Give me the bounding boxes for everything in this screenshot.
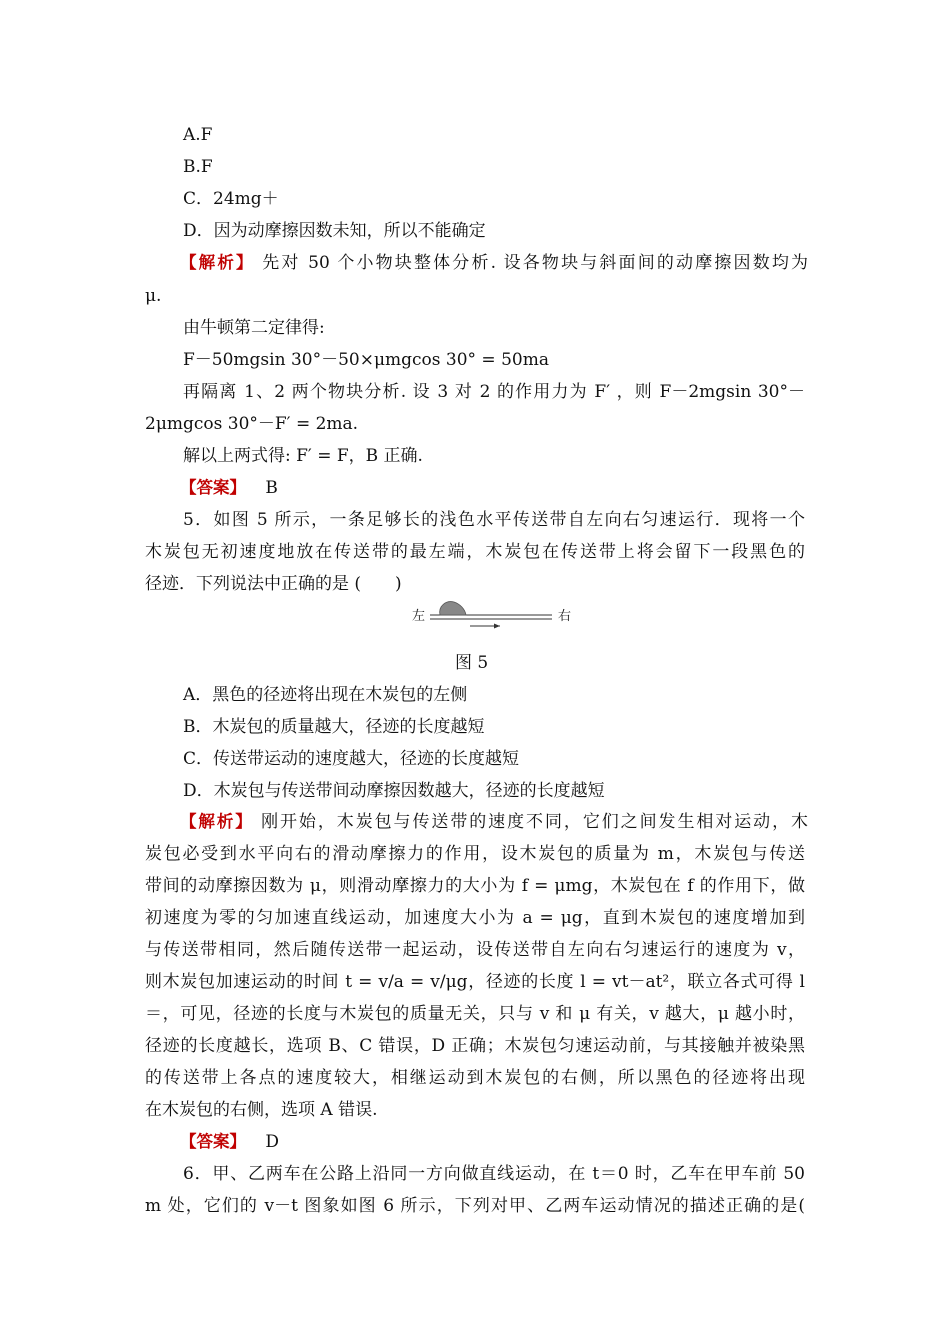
q5-analysis-line-6: 则木炭包加速运动的时间 t = v/a = v/μg，径迹的长度 l = vt－at²，联立各式可得 l — [145, 972, 805, 992]
q5-answer-value: D — [265, 1132, 280, 1152]
conveyor-figure — [410, 596, 580, 632]
figure-caption: 图 5 — [455, 653, 489, 673]
q5-analysis-line-8: 径迹的长度越长，选项 B、C 错误，D 正确；木炭包匀速运动前，与其接触并被染黑 — [145, 1036, 805, 1056]
q5-option-c: C．传送带运动的速度越大，径迹的长度越短 — [183, 749, 520, 769]
q5-option-a: A．黑色的径迹将出现在木炭包的左侧 — [183, 685, 468, 705]
q5-analysis-line-5: 与传送带相同，然后随传送带一起运动，设传送带自左向右匀速运行的速度为 v， — [145, 940, 805, 960]
q4-analysis-line-7: 解以上两式得: F′ = F，B 正确. — [183, 446, 423, 466]
q4-option-d: D．因为动摩擦因数未知，所以不能确定 — [183, 221, 486, 241]
q5-analysis-line-3: 带间的动摩擦因数为 μ，则滑动摩擦力的大小为 f = μmg，木炭包在 f 的作用下，做 — [145, 876, 805, 896]
q5-stem-line-2: 木炭包无初速度地放在传送带的最左端，木炭包在传送带上将会留下一段黑色的 — [145, 542, 805, 562]
q5-option-b: B．木炭包的质量越大，径迹的长度越短 — [183, 717, 485, 737]
charcoal-bag-icon — [440, 602, 466, 615]
q4-option-b: B.F — [183, 157, 213, 177]
q5-analysis-line-10: 在木炭包的右侧，选项 A 错误. — [145, 1100, 378, 1120]
q5-stem-line-1: 5．如图 5 所示，一条足够长的浅色水平传送带自左向右匀速运行．现将一个 — [183, 510, 805, 530]
q5-analysis-line-1 — [180, 810, 808, 834]
q5-answer-line — [180, 1130, 279, 1154]
q6-stem-line-2: m 处，它们的 v－t 图象如图 6 所示，下列对甲、乙两车运动情况的描述正确的是( — [145, 1196, 805, 1216]
q4-answer-tag: 【答案】 — [180, 478, 246, 497]
motion-arrow-head-icon — [494, 624, 500, 629]
conveyor-figure-svg — [410, 596, 580, 632]
q5-analysis-line-4: 初速度为零的匀加速直线运动，加速度大小为 a = μg，直到木炭包的速度增加到 — [145, 908, 805, 928]
q4-analysis-line-3: 由牛顿第二定律得: — [183, 318, 325, 338]
q6-stem-line-1: 6．甲、乙两车在公路上沿同一方向做直线运动，在 t＝0 时，乙车在甲车前 50 — [183, 1164, 805, 1184]
q5-analysis-line-7: ＝，可见，径迹的长度与木炭包的质量无关，只与 v 和 μ 有关，v 越大，μ 越小时， — [145, 1004, 805, 1024]
q4-analysis-line-2: μ. — [145, 286, 162, 306]
figure-right-label: 右 — [558, 609, 572, 624]
q4-answer-value: B — [265, 478, 278, 498]
q5-analysis-line-2: 炭包必受到水平向右的滑动摩擦力的作用，设木炭包的质量为 m，木炭包与传送 — [145, 844, 805, 864]
q4-answer-line — [180, 476, 278, 500]
q4-option-a: A.F — [183, 125, 213, 145]
q4-analysis-line-1 — [180, 251, 808, 275]
q4-analysis-tag: 【解析】 — [180, 253, 255, 272]
q5-analysis-tag: 【解析】 — [180, 812, 254, 831]
q5-analysis-line-9: 的传送带上各点的速度较大，相继运动到木炭包的右侧，所以黑色的径迹将出现 — [145, 1068, 805, 1088]
q4-analysis-line-6: 2μmgcos 30°－F′ = 2ma. — [145, 414, 359, 434]
q4-analysis-text-1: 先对 50 个小物块整体分析. 设各物块与斜面间的动摩擦因数均为 — [262, 253, 809, 273]
q4-option-c: C．24mg＋ — [183, 189, 279, 209]
q5-analysis-text-1: 刚开始，木炭包与传送带的速度不同，它们之间发生相对运动，木 — [261, 812, 809, 832]
q5-stem-line-3: 径迹．下列说法中正确的是 ( ) — [145, 574, 402, 594]
q4-analysis-line-5: 再隔离 1、2 两个物块分析. 设 3 对 2 的作用力为 F′ ，则 F－2mgsin 30°－ — [183, 382, 805, 402]
q5-answer-tag: 【答案】 — [180, 1132, 246, 1151]
q5-option-d: D．木炭包与传送带间动摩擦因数越大，径迹的长度越短 — [183, 781, 605, 801]
q4-analysis-line-4: F－50mgsin 30°－50×μmgcos 30° = 50ma — [183, 350, 549, 370]
figure-left-label: 左 — [412, 609, 426, 624]
